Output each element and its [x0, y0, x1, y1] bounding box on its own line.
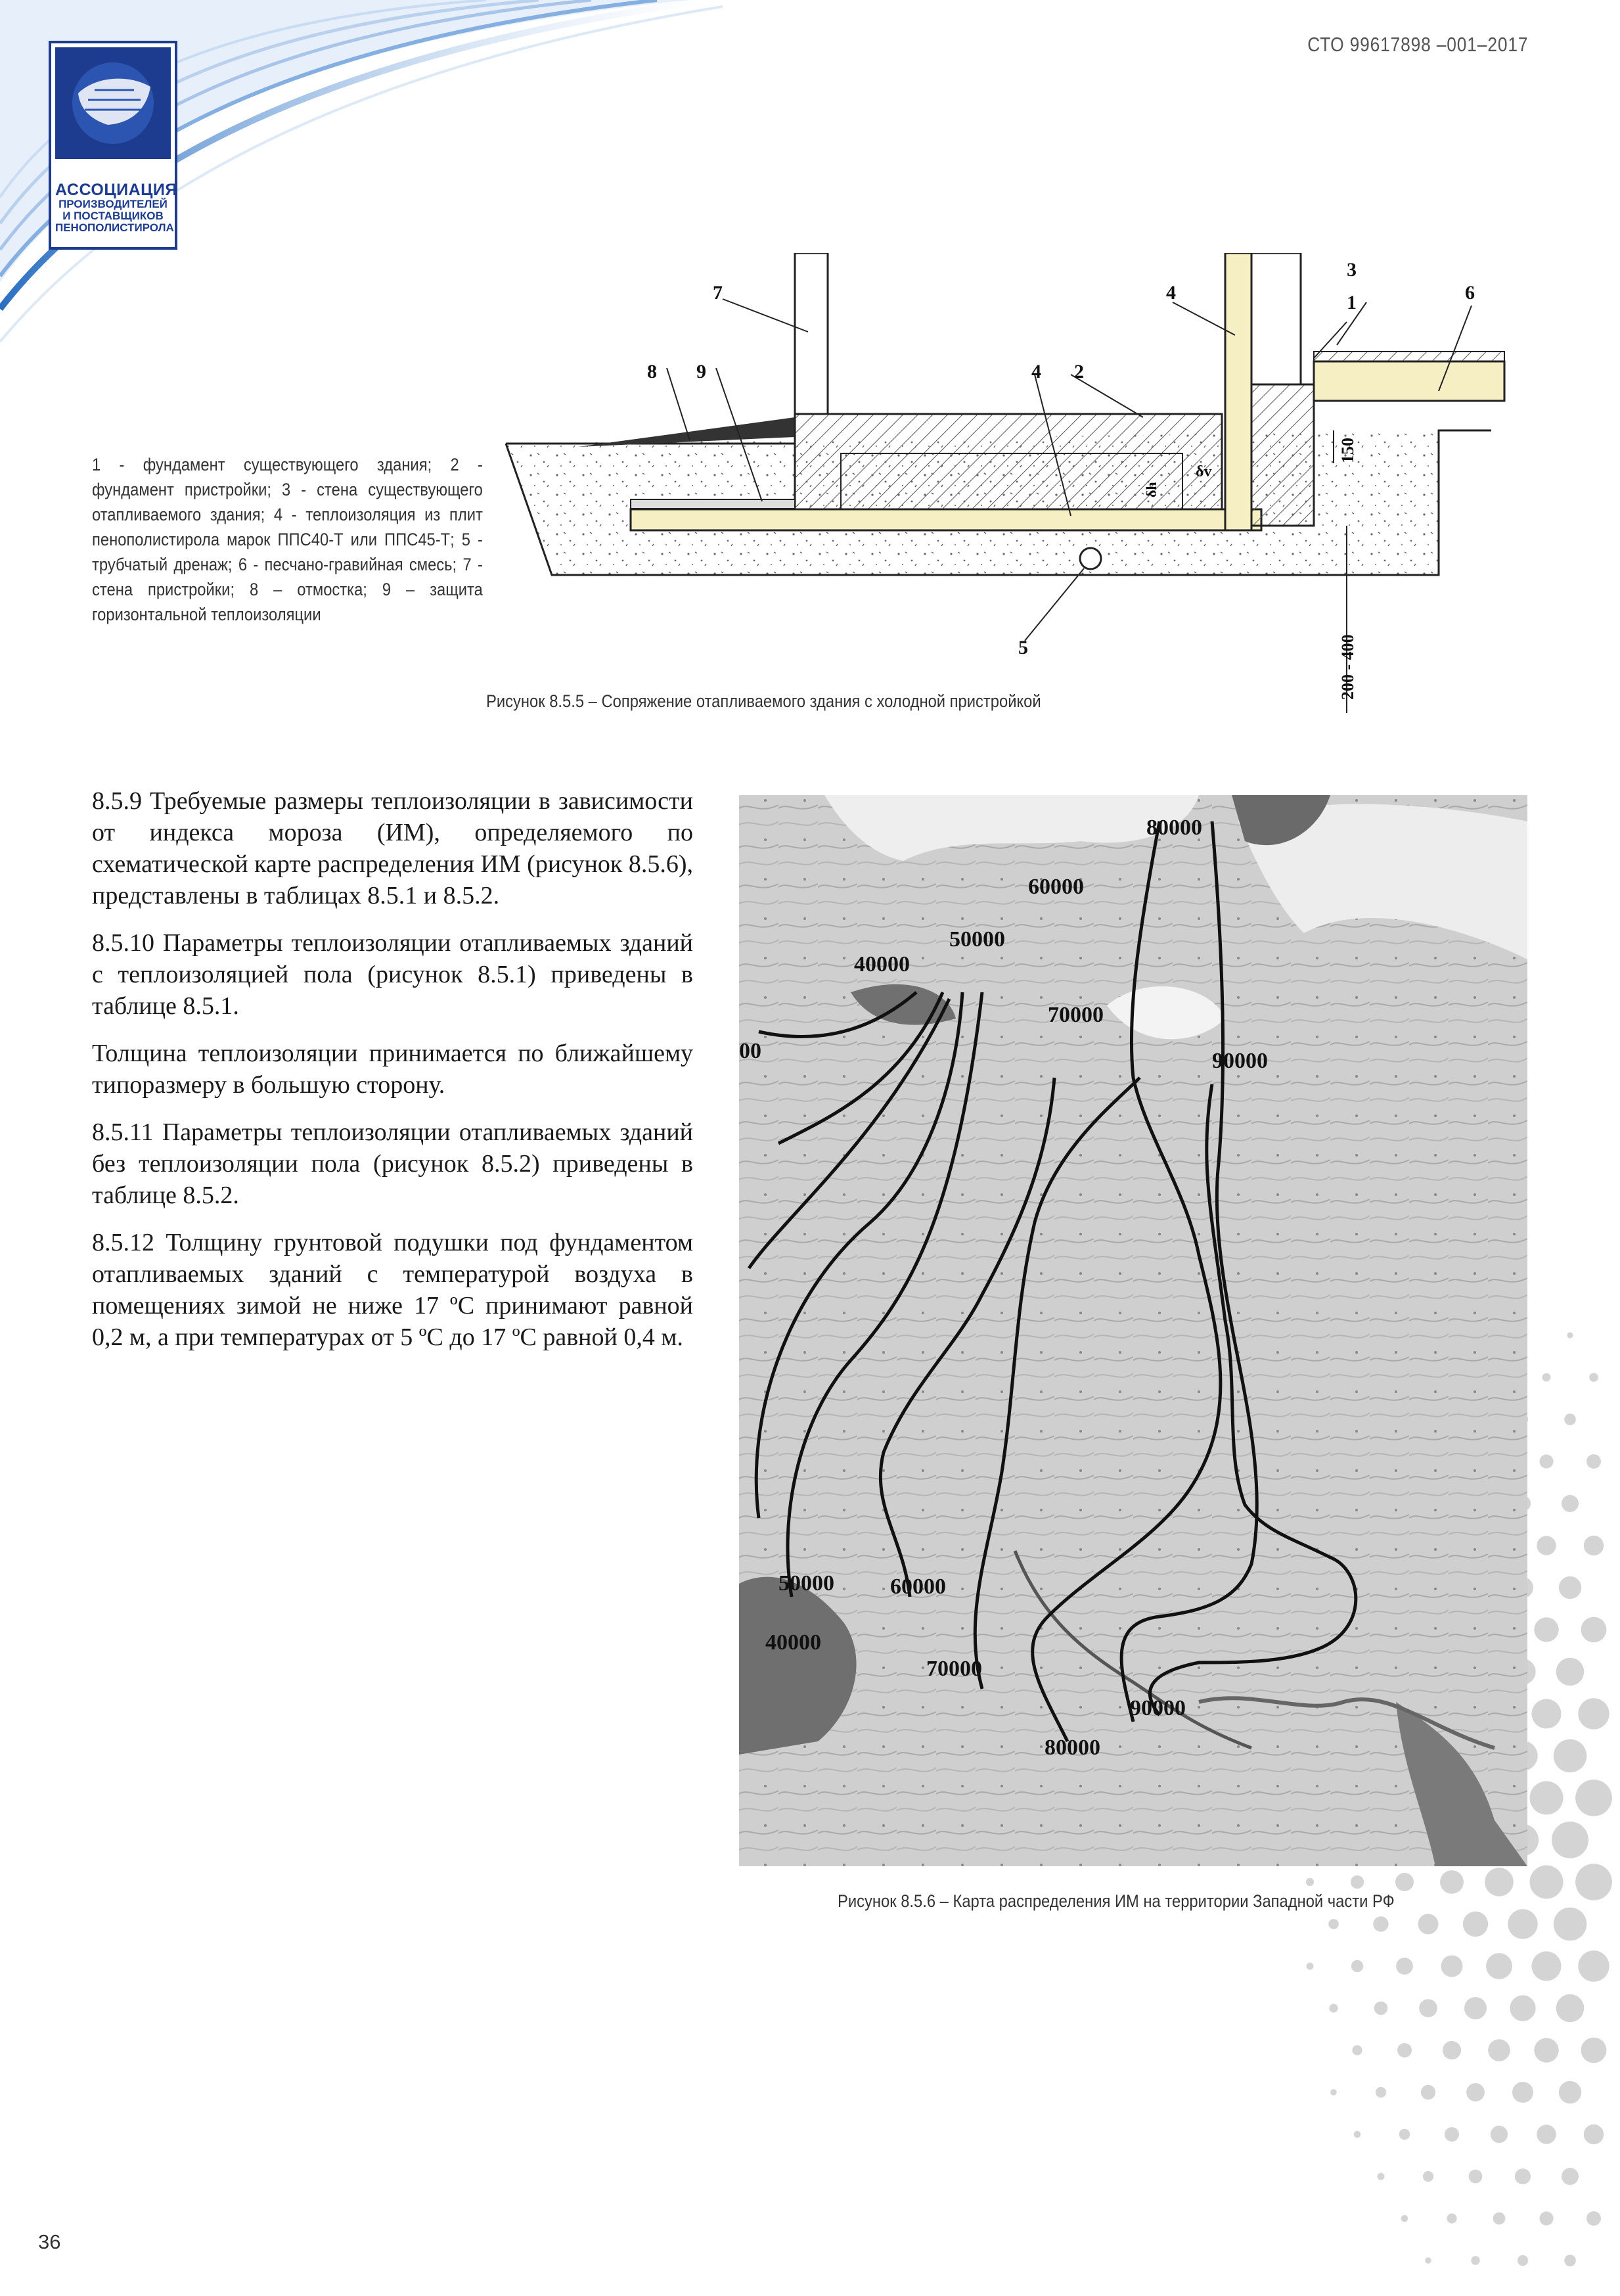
- association-logo: [49, 41, 177, 250]
- isoline-label-60000-top: 60000: [1028, 875, 1084, 899]
- paragraph-8-5-11: 8.5.11 Параметры теплоизоляции отапливаемых зданий без теплоизоляции пола (рисунок 8.5.2) приведены в таблице 8.5.2.: [92, 1118, 693, 1209]
- label-7: 7: [713, 282, 723, 304]
- logo-line-1: АССОЦИАЦИЯ: [55, 181, 177, 199]
- paragraph-8-5-12: 8.5.12 Толщину грунтовой подушки под фундаментом отапливаемых зданий с температурой воздуха в помещениях зимой не ниже 17 ºС принимают равной 0,2 м, а при температурах от 5 ºС до 17 ºС равной 0,4 м.: [92, 1229, 693, 1351]
- page-number: 36: [38, 2230, 61, 2253]
- isoline-label-40000-top: 40000: [854, 952, 910, 976]
- figure-caption-8-5-5: Рисунок 8.5.5 – Сопряжение отапливаемого здания с холодной пристройкой: [486, 691, 1041, 711]
- label-delta-h: δh: [1143, 482, 1159, 497]
- label-4b: 4: [1031, 361, 1041, 382]
- isoline-label-50000-top: 50000: [949, 927, 1005, 952]
- isoline-label-50000-bottom: 50000: [778, 1571, 834, 1596]
- logo-line-2: ПРОИЗВОДИТЕЛЕЙ: [58, 198, 168, 211]
- isoline-label-80000-bottom: 80000: [1045, 1735, 1100, 1760]
- figure-caption-8-5-6: Рисунок 8.5.6 – Карта распределения ИМ на территории Западной части РФ: [838, 1891, 1395, 1911]
- isoline-label-90000-bottom: 90000: [1130, 1696, 1186, 1720]
- label-5: 5: [1018, 637, 1028, 658]
- figure-legend: 1 - фундамент существующего здания; 2 - фундамент пристройки; 3 - стена существующего отапливаемого здания; 4 - теплоизоляция из плит пенополистирола марок ППС40-Т или ППС45-Т; 5 - трубчатый дренаж; 6 - песчано-гравийная смесь; 7 - стена пристройки; 8 – отмостка; 9 – защита горизонтальной теплоизоляции: [92, 455, 483, 624]
- isoline-label-70000-bottom: 70000: [926, 1657, 982, 1681]
- isoline-label-90000-mid: 90000: [1212, 1049, 1268, 1073]
- label-2: 2: [1074, 361, 1084, 382]
- isoline-label-80000-top: 80000: [1146, 815, 1202, 840]
- label-1: 1: [1347, 292, 1357, 313]
- isoline-label-40000-bottom: 40000: [765, 1630, 821, 1655]
- isoline-label-60000-bottom: 60000: [890, 1574, 946, 1599]
- dimension-150: 150: [1338, 438, 1357, 463]
- isoline-label-00-left: 00: [739, 1039, 761, 1063]
- frost-index-map: [739, 795, 1527, 1866]
- globe-icon: [55, 47, 171, 159]
- label-9: 9: [696, 361, 706, 382]
- logo-line-3: И ПОСТАВЩИКОВ: [62, 210, 164, 223]
- paragraph-8-5-10: 8.5.10 Параметры теплоизоляции отапливаемых зданий с теплоизоляцией пола (рисунок 8.5.1) приведены в таблице 8.5.1.: [92, 929, 693, 1020]
- document-code: СТО 99617898 –001–2017: [1307, 33, 1528, 56]
- foundation-section-drawing: [499, 253, 1511, 713]
- label-4a: 4: [1166, 282, 1176, 304]
- logo-line-4: ПЕНОПОЛИСТИРОЛА: [55, 221, 174, 234]
- dimension-200-400: 200 - 400: [1338, 634, 1357, 700]
- isoline-label-70000-mid: 70000: [1048, 1003, 1104, 1027]
- body-text: [92, 785, 693, 1369]
- label-8: 8: [647, 361, 657, 382]
- label-3: 3: [1347, 259, 1357, 281]
- paragraph-8-5-9: 8.5.9 Требуемые размеры теплоизоляции в зависимости от индекса мороза (ИМ), определяемого по схематической карте распределения ИМ (рисунок 8.5.6), представлены в таблицах 8.5.1 и 8.5.2.: [92, 787, 693, 909]
- paragraph-thickness: Толщина теплоизоляции принимается по ближайшему типоразмеру в большую сторону.: [92, 1040, 693, 1099]
- label-delta-v: δv: [1196, 463, 1212, 480]
- label-6: 6: [1465, 282, 1475, 304]
